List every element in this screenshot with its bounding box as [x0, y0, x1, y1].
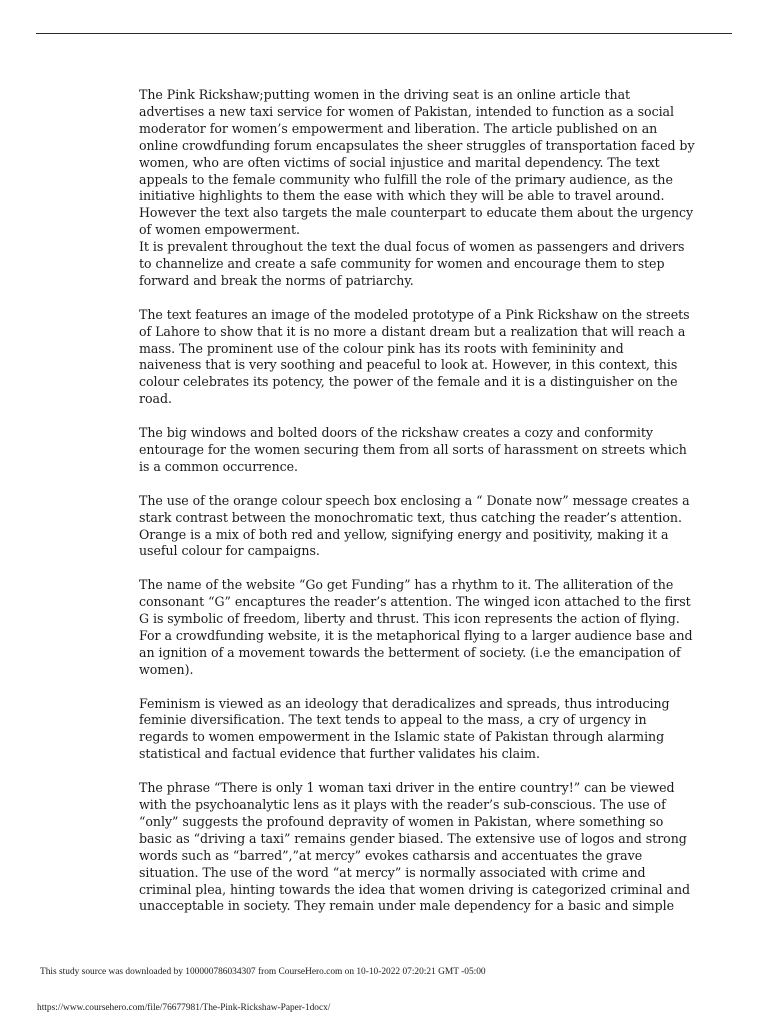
- text-line: with the psychoanalytic lens as it plays with the reader’s sub-conscious. The use of: [139, 796, 666, 812]
- text-line: The phrase “There is only 1 woman taxi driver in the entire country!” can be viewed: [139, 780, 675, 796]
- download-notice: This study source was downloaded by 100000786034307 from CourseHero.com on 10-10-2022 07:20:21 GMT -05:00: [40, 967, 486, 977]
- paragraph-5: [139, 492, 690, 561]
- text-line: Feminism is viewed as an ideology that deradicalizes and spreads, thus introducing: [139, 695, 670, 711]
- paragraph-2: [139, 239, 685, 290]
- text-line: forward and break the norms of patriarchy.: [139, 272, 414, 288]
- text-line: feminie diversification. The text tends to appeal to the mass, a cry of urgency in: [139, 712, 647, 728]
- text-line: colour celebrates its potency, the power of the female and it is a distinguisher on the: [139, 374, 678, 390]
- text-line: G is symbolic of freedom, liberty and thrust. This icon represents the action of flying.: [139, 611, 680, 627]
- text-line: statistical and factual evidence that further validates his claim.: [139, 746, 540, 762]
- text-line: basic as “driving a taxi” remains gender biased. The extensive use of logos and strong: [139, 830, 687, 846]
- paragraph-1: [139, 87, 695, 239]
- text-line: appeals to the female community who fulfill the role of the primary audience, as the: [139, 171, 673, 187]
- text-line: “only” suggests the profound depravity of women in Pakistan, where something so: [139, 813, 664, 829]
- text-line: women).: [139, 661, 194, 677]
- text-line: The big windows and bolted doors of the rickshaw creates a cozy and conformity: [139, 425, 653, 441]
- text-line: entourage for the women securing them from all sorts of harassment on streets which: [139, 442, 687, 457]
- text-line: an ignition of a movement towards the betterment of society. (i.e the emancipation of: [139, 644, 681, 660]
- source-url-link[interactable]: https://www.coursehero.com/file/76677981/The-Pink-Rickshaw-Paper-1docx/: [37, 1003, 331, 1013]
- text-line: advertises a new taxi service for women of Pakistan, intended to function as a social: [139, 103, 674, 119]
- paragraph-8: [139, 780, 691, 915]
- document-body: [139, 87, 695, 932]
- text-line: Orange is a mix of both red and yellow, signifying energy and positivity, making it a: [139, 526, 669, 542]
- text-line: naiveness that is very soothing and peaceful to look at. However, in this context, this: [139, 357, 678, 373]
- text-line: For a crowdfunding website, it is the metaphorical flying to a larger audience base and: [139, 627, 693, 643]
- text-line: However the text also targets the male counterpart to educate them about the urgency: [139, 205, 694, 221]
- text-line: The use of the orange colour speech box enclosing a “ Donate now” message creates a: [139, 492, 690, 508]
- text-line: is a common occurrence.: [139, 458, 298, 474]
- text-line: It is prevalent throughout the text the dual focus of women as passengers and drivers: [139, 239, 685, 255]
- text-line: unacceptable in society. They remain under male dependency for a basic and simple: [139, 898, 674, 914]
- text-line: mass. The prominent use of the colour pink has its roots with femininity and: [139, 340, 624, 356]
- text-line: useful colour for campaigns.: [139, 543, 320, 559]
- text-line: words such as “barred”,”at mercy” evokes catharsis and accentuates the grave: [139, 847, 643, 863]
- text-line: The Pink Rickshaw;putting women in the driving seat is an online article that: [139, 87, 631, 102]
- paragraph-7: [139, 696, 679, 764]
- paragraph-4: [139, 425, 687, 476]
- text-line: women, who are often victims of social injustice and marital dependency. The text: [139, 154, 660, 170]
- text-line: of Lahore to show that it is no more a distant dream but a realization that will reach a: [139, 323, 686, 339]
- text-line: The text features an image of the modeled prototype of a Pink Rickshaw on the streets: [139, 306, 690, 322]
- text-line: The name of the website “Go get Funding” has a rhythm to it. The alliteration of the: [139, 577, 674, 593]
- text-line: consonant “G” encaptures the reader’s attention. The winged icon attached to the first: [139, 594, 691, 610]
- text-line: of women empowerment.: [139, 222, 300, 238]
- text-line: initiative highlights to them the ease with which they will be able to travel around.: [139, 188, 665, 204]
- text-line: moderator for women’s empowerment and liberation. The article published on an: [139, 120, 658, 136]
- text-line: stark contrast between the monochromatic text, thus catching the reader’s attention.: [139, 509, 682, 525]
- text-line: road.: [139, 391, 172, 407]
- text-line: online crowdfunding forum encapsulates the sheer struggles of transportation faced by: [139, 137, 695, 153]
- text-line: situation. The use of the word “at mercy” is normally associated with crime and: [139, 864, 646, 880]
- paragraph-3: [139, 306, 690, 408]
- text-line: to channelize and create a safe community for women and encourage them to step: [139, 256, 665, 272]
- paragraph-6: [139, 577, 693, 678]
- header-rule: [36, 33, 732, 34]
- text-line: criminal plea, hinting towards the idea that women driving is categorized criminal and: [139, 881, 691, 897]
- text-line: regards to women empowerment in the Islamic state of Pakistan through alarming: [139, 729, 665, 745]
